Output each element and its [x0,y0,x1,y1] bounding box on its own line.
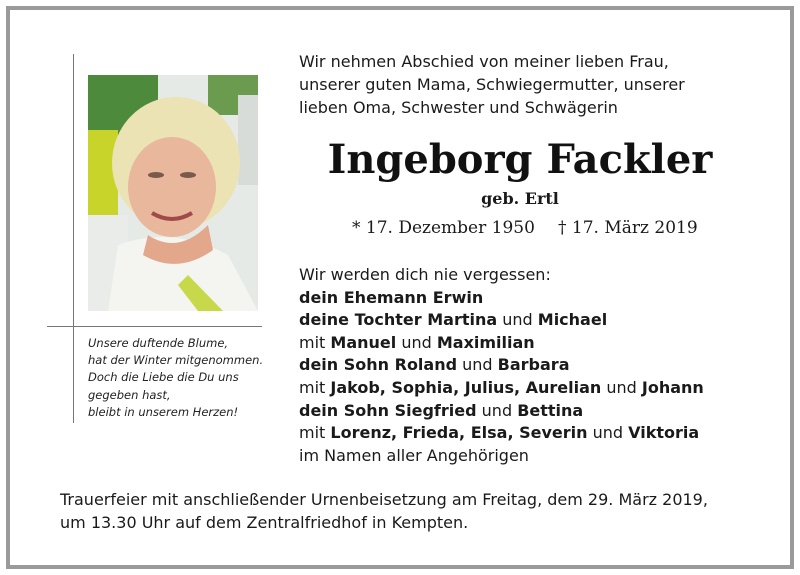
intro-line: lieben Oma, Schwester und Schwägerin [299,98,618,117]
death-date: † 17. März 2019 [558,218,698,238]
family-connector: mit [299,332,331,352]
poem-line: gegeben hast, [88,387,171,402]
family-name: Maximilian [436,332,535,352]
horizontal-rule [47,326,262,327]
family-connector: mit [299,423,331,443]
family-line [299,354,779,377]
family-connector: und [587,423,629,443]
family-connector: und [457,355,498,375]
family-line [299,309,779,332]
maiden-name: geb. Ertl [481,189,559,208]
family-line [299,422,779,445]
family-name: Bettina [517,400,584,420]
family-connector: und [601,377,642,397]
family-name: Viktoria [628,423,700,443]
family-heading: Wir werden dich nie vergessen: [299,265,551,284]
poem-line: Doch die Liebe die Du uns [88,370,239,385]
family-name: Johann [641,377,704,397]
poem-line: bleibt in unserem Herzen! [88,404,239,419]
family-list [299,264,779,467]
poem-line: Unsere duftende Blume, [88,336,229,350]
intro-text [299,50,769,119]
family-connector: und [497,310,538,330]
family-connector: und [396,332,437,352]
family-name: Jakob, Sophia, Julius, Aurelian [330,377,602,397]
birth-date: * 17. Dezember 1950 [352,218,535,238]
intro-line: unserer guten Mama, Schwiegermutter, unserer [299,75,685,94]
family-connector: mit [299,377,331,397]
family-name: Manuel [330,332,397,352]
family-line: dein Ehemann Erwin [299,287,484,307]
family-name: Lorenz, Frieda, Elsa, Severin [330,423,588,443]
family-line [299,400,779,423]
family-name: Barbara [497,355,570,375]
family-name: deine Tochter Martina [299,310,498,330]
intro-line: Wir nehmen Abschied von meiner lieben Frau, [299,52,669,71]
family-name: dein Sohn Roland [299,355,458,375]
family-line [299,377,779,400]
family-line [299,332,779,355]
family-name: Michael [537,310,608,330]
family-closing: im Namen aller Angehörigen [299,445,529,465]
funeral-line: Trauerfeier mit anschließender Urnenbeisetzung am Freitag, dem 29. März 2019, [60,490,708,509]
funeral-line: um 13.30 Uhr auf dem Zentralfriedhof in Kempten. [60,513,469,532]
deceased-name: Ingeborg Fackler [327,136,713,183]
family-name: dein Sohn Siegfried [299,400,477,420]
family-connector: und [476,400,518,420]
funeral-details [60,488,780,534]
portrait-photo [88,75,258,311]
vertical-rule [73,54,74,423]
memorial-poem [88,335,278,421]
poem-line: hat der Winter mitgenommen. [88,353,264,368]
